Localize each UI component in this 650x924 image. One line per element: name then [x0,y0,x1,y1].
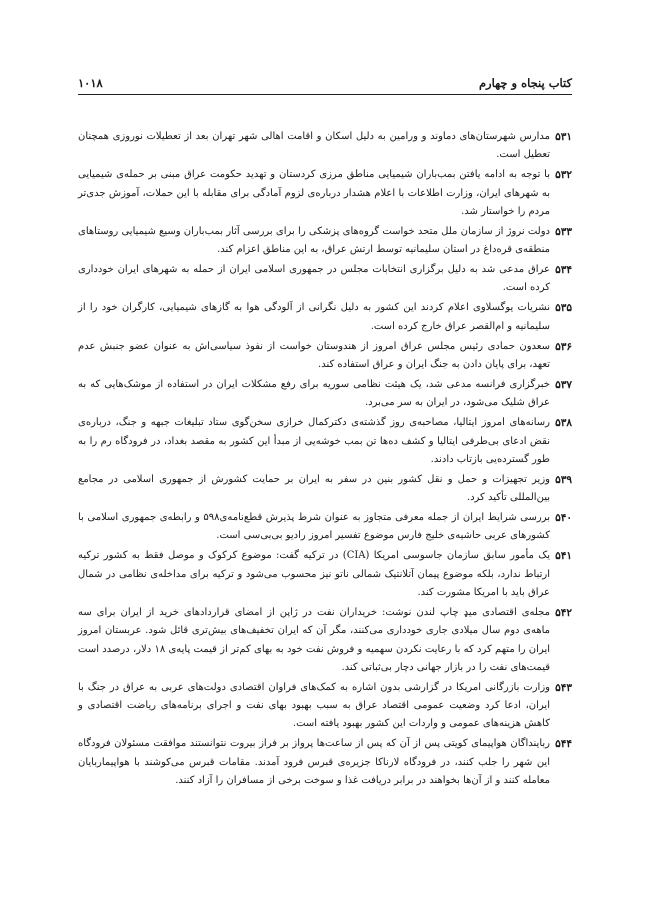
page-header [78,76,572,95]
entry-539 [78,471,572,508]
entry-534 [78,261,572,298]
entry-number: ۵۴۰ [555,512,572,525]
entry-number: ۵۳۵ [555,302,572,315]
entry-list [78,128,572,790]
entry-number: ۵۳۸ [555,417,572,430]
entry-text: مجله‌ی اقتصادی میډ چاپ لندن نوشت: خریداران نفت در ژاپن از امضای قراردادهای خرید از ایران برای سه ماهه‌ی دوم سال میلادی جاری خودداری می‌کنند، مگر آن که ایران تخفیف‌های بیش‌تری قائل شود. عربستان امروز ایران را متهم کرد که با رعایت نکردن سهمیه و فروش نفت خود به بهای کم‌تر از قیمت پایه‌ی ۱۸ دلار، درصدد است قیمت‌های نفت را در بازار جهانی دچار بی‌ثباتی کند. [78,606,551,673]
entry-text: رباینداگان هواپیمای کویتی پس از آن که پس از ساعت‌ها پرواز بر فراز بیروت نتوانستند موافقت مسئولان فرودگاه این شهر را جلب کنند، در فرودگاه لارناکا جزیره‌ی قبرس فرود آمدند. مقامات قبرس می‌کوشند با هواپیماربایان معامله کنند و از آن‌ها بخواهند در برابر دریافت غذا و سوخت برخی از مسافران را آزاد کنند. [78,738,550,787]
entry-number: ۵۴۴ [555,738,572,751]
entry-number: ۵۳۳ [555,225,572,238]
entry-number: ۵۳۱ [555,131,572,143]
entry-text: بررسی شرایط ایران از جمله معرفی متجاوز به عنوان شرط پذیرش قطع‌نامه‌ی۵۹۸ و رابطه‌ی جمهوری اسلامی با کشورهای عربی حاشیه‌ی خلیج فارس موضوع تفسیر امروز رادیو بی‌بی‌سی است. [78,512,550,542]
entry-text: عراق مدعی شد به دلیل برگزاری انتخابات مجلس در جمهوری اسلامی ایران از حمله به شهرهای ایران خودداری کرده است. [78,264,550,294]
entry-number: ۵۴۳ [555,681,572,694]
entry-544 [78,735,572,790]
page-number: ۱۰۱۸ [78,76,103,90]
entry-text: مدارس شهرستان‌های دماوند و ورامین به دلیل اسکان و اقامت اهالی شهر تهران بعد از تعطیلات نوروزی همچنان تعطیل است. [78,131,550,161]
entry-text: خبرگزاری فرانسه مدعی شد، یک هیئت نظامی سوریه برای رفع مشکلات ایران در استفاده از موشک‌هایی که به عراق شلیک می‌شود، در ایران به سر می‌برد. [78,378,550,409]
entry-text: یک مأمور سابق سازمان جاسوسی امریکا (CIA) در ترکیه گفت: موضوع کرکوک و موصل فقط به کشور ترکیه ارتباط ندارد، بلکه موضوع پیمان آتلانتیک شمالی ناتو نیز محسوب می‌شود و ترکیه برای مداخله‌ی نظامی در شمال عراق باید با امریکا مشورت کند. [78,550,550,598]
entry-538 [78,414,572,469]
entry-text: نشریات یوگسلاوی اعلام کردند این کشور به دلیل نگرانی از آلودگی هوا به گازهای شیمیایی، کارگران خود را از سلیمانیه و ام‌القصر عراق خارج کرده است. [78,302,550,332]
entry-535 [78,299,572,336]
entry-text: وزیر تجهیزات و حمل و نقل کشور بنین در سفر به ایران بر حمایت کشورش از جمهوری اسلامی در مجامع بین‌المللی تأکید کرد. [78,473,550,504]
entry-543 [78,679,572,734]
entry-541 [78,547,572,602]
entry-536 [78,338,572,375]
entry-532 [78,166,572,221]
book-title: کتاب پنجاه و چهارم [478,76,572,90]
entry-540 [78,509,572,546]
entry-number: ۵۳۷ [555,378,572,391]
entry-text: دولت نروژ از سازمان ملل متحد خواست گروه‌های پزشکی را برای بررسی آثار بمب‌باران وسیع شیمیایی روستاهای منطقه‌ی قره‌داغ در استان سلیمانیه توسط ارتش عراق، به این مناطق اعزام کند. [78,225,550,256]
entry-number: ۵۳۲ [555,169,572,182]
entry-531 [78,128,572,165]
entry-text: رسانه‌های امروز ایتالیا، مصاحبه‌ی روز گذشته‌ی دکترکمال خرازی سخن‌گوی ستاد تبلیغات جبهه و جنگ، درباره‌ی نقض ادعای بی‌طرفی ایتالیا و کشف ده‌ها تن بمب خوشه‌یی از مبدأ این کشور به مقصد بغداد، در فرودگاه رم را به طور گسترده‌یی بازتاب دادند. [78,417,550,465]
entry-number: ۵۳۹ [555,473,572,486]
entry-number: ۵۴۱ [555,550,572,563]
entry-533 [78,223,572,260]
entry-542 [78,604,572,677]
entry-number: ۵۴۲ [555,606,572,619]
entry-number: ۵۳۶ [555,340,572,353]
book-page [78,76,572,792]
entry-text: سعدون حمادی رئیس مجلس عراق امروز از هندوستان خواست از نفوذ سیاسی‌اش به عنوان عضو جنبش عدم تعهد، برای پایان دادن به جنگ ایران و عراق استفاده کند. [78,340,550,370]
entry-text: وزارت بازرگانی امریکا در گزارشی بدون اشاره به کمک‌های فراوان اقتصادی دولت‌های عربی به عراق در جنگ با ایران، ادعا کرد وضعیت عمومی اقتصاد عراق به سبب بهبود بهای نفت و اجرای برنامه‌های ریاضت اقتصادی و کاهش هزینه‌های عمومی و واردات این کشور بهبود یافته است. [78,681,550,730]
entry-537 [78,376,572,413]
entry-number: ۵۳۴ [555,264,572,277]
entry-text: با توجه به ادامه یافتن بمب‌باران شیمیایی مناطق مرزی کردستان و تهدید حکومت عراق مبنی بر حمله‌ی شیمیایی به شهرهای ایران، وزارت اطلاعات با اعلام هشدار درباره‌ی لزوم آمادگی برای مقابله با این حملات، آموزش جدی‌تر مردم را خواستار شد. [78,169,550,217]
